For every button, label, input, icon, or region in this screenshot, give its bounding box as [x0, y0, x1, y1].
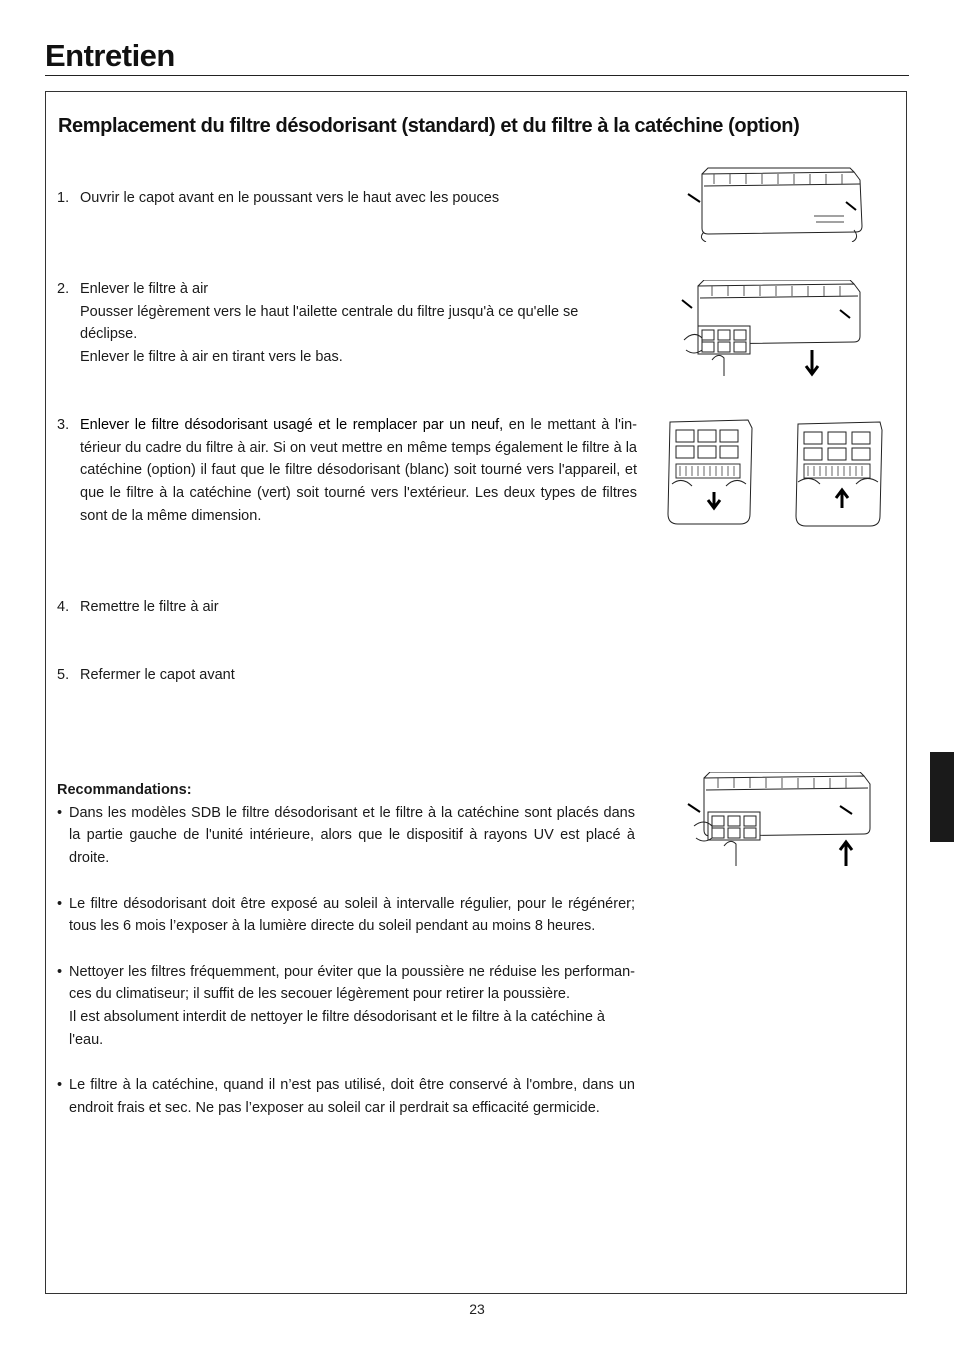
step-number: 5.: [57, 667, 70, 683]
recommendations-heading: Recommandations:: [57, 782, 192, 798]
step-number: 3.: [57, 417, 70, 433]
step-title: Enlever le filtre à air: [80, 281, 209, 297]
recommendation-text: Le filtre désodorisant doit être exposé au soleil à intervalle régulier, pour le régénérer; tous les 6 mois l’exposer à la lumière directe du soleil pendant au moins 8 heures.: [69, 895, 635, 935]
bullet-dot: •: [57, 1077, 63, 1094]
bullet-dot: •: [57, 804, 63, 821]
page-number: 23: [469, 1301, 485, 1317]
step-1: [57, 187, 637, 210]
illustration-filter-frame-in: [792, 416, 886, 530]
section-thumb-tab: [930, 752, 954, 842]
step-text: en le mettant à l'in-térieur du cadre du filtre à air. Si on veut mettre en même temps également le filtre à la catéchine (option) il faut que le filtre désodorisant (blanc) soit tourné vers l'appareil, et que le filtre à la catéchine (vert) soit tourné vers l'extérieur. Les deux types de filtres sont de la même dimension.: [80, 417, 637, 524]
illustration-reinsert-filter: [684, 772, 872, 872]
recommendation-item: [57, 1074, 635, 1119]
step-number: 1.: [57, 190, 70, 206]
bullet-dot: •: [57, 895, 63, 912]
step-lead: Enlever le filtre désodorisant usagé et le remplacer par un neuf,: [80, 417, 504, 433]
recommendation-warning: Il est absolument interdit de nettoyer le filtre désodorisant et le filtre à la catéchine à l'eau.: [69, 1009, 605, 1048]
step-4: [57, 596, 637, 619]
recommendation-text: Le filtre à la catéchine, quand il n’est pas utilisé, doit être conservé à l'ombre, dans un endroit frais et sec. Ne pas l’exposer au soleil car il perdrait sa efficacité germicide.: [69, 1077, 635, 1116]
recommendations: [57, 779, 635, 1120]
step-text: Pousser légèrement vers le haut l'ailette centrale du filtre jusqu'à ce qu'elle se déclipse.: [80, 303, 579, 343]
illustration-remove-filter: [678, 280, 864, 380]
step-number: 2.: [57, 281, 70, 297]
recommendation-text: Nettoyer les filtres fréquemment, pour éviter que la poussière ne réduise les performan-ces du climatiseur; il suffit de les secouer légèrement pour retirer la poussière.: [69, 963, 635, 1003]
step-text: Remettre le filtre à air: [80, 599, 219, 615]
step-text: Enlever le filtre à air en tirant vers le bas.: [80, 349, 343, 366]
step-text: Ouvrir le capot avant en le poussant vers le haut avec les pouces: [80, 190, 500, 206]
section-heading: Remplacement du filtre désodorisant (standard) et du filtre à la catéchine (option): [58, 115, 800, 137]
illustration-open-cover: [684, 166, 866, 242]
step-text: Refermer le capot avant: [80, 667, 235, 683]
recommendation-item: [57, 961, 635, 1052]
recommendation-item: [57, 802, 635, 870]
recommendation-text: Dans les modèles SDB le filtre désodorisant et le filtre à la catéchine sont placés dans la partie gauche de l'unité intérieure, alors que le dispositif à rayons UV est placé à droite.: [69, 804, 635, 867]
step-5: [57, 664, 637, 687]
bullet-dot: •: [57, 963, 63, 980]
step-3: [57, 414, 637, 528]
step-number: 4.: [57, 599, 70, 615]
step-2: [57, 278, 637, 369]
page-title: Entretien: [45, 38, 175, 73]
title-rule: [45, 75, 909, 76]
illustration-filter-frame-out: [664, 414, 754, 530]
recommendation-item: [57, 893, 635, 938]
